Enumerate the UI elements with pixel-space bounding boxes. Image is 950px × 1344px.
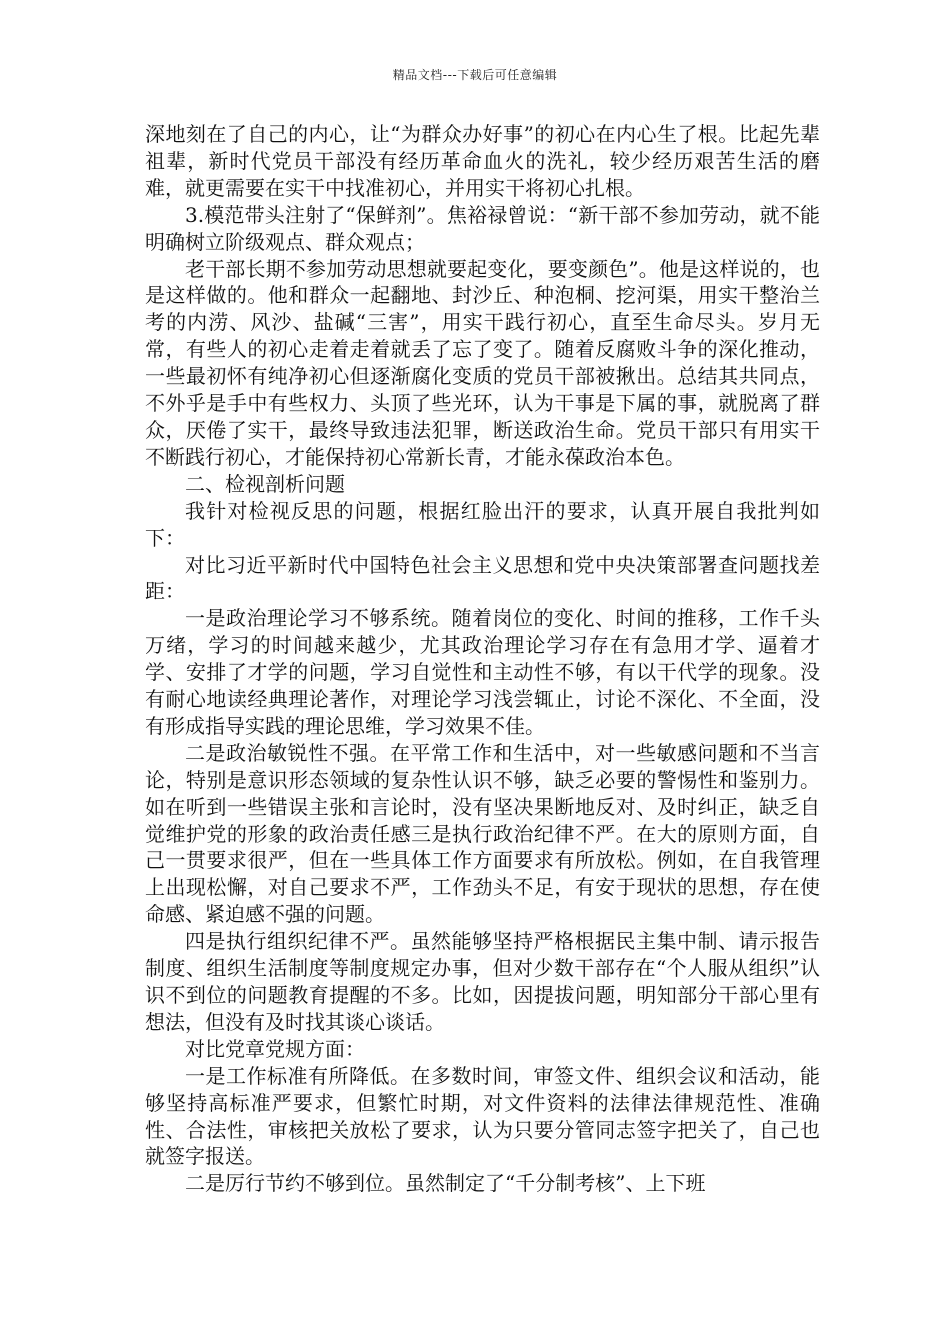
page-header: 精品文档---下载后可任意编辑: [392, 68, 558, 82]
paragraph: 老干部长期不参加劳动思想就要起变化，要变颜色”。他是这样说的，也是这样做的。他和群众一起翻地、封沙丘、种泡桐、挖河渠，用实干整治兰考的内涝、风沙、盐碱“三害”，用实干践行初心，直至生命尽头。岁月无常，有些人的初心走着走着就丢了忘了变了。随着反腐败斗争的深化推动，一些最初怀有纯净初心但逐渐腐化变质的党员干部被揪出。总结其共同点，不外乎是手中有些权力、头顶了些光环，认为干事是下属的事，就脱离了群众，厌倦了实干，最终导致违法犯罪，断送政治生命。党员干部只有用实干不断践行初心，才能保持初心常新长青，才能永葆政治本色。: [145, 256, 820, 469]
paragraph: 二是政治敏锐性不强。在平常工作和生活中，对一些敏感问题和不当言论，特别是意识形态领域的复杂性认识不够，缺乏必要的警惕性和鉴别力。如在听到一些错误主张和言论时，没有坚决果断地反对、及时纠正，缺乏自觉维护党的形象的政治责任感三是执行政治纪律不严。在大的原则方面，自己一贯要求很严，但在一些具体工作方面要求有所放松。例如，在自我管理上出现松懈，对自己要求不严，工作劲头不足，有安于现状的思想，存在使命感、紧迫感不强的问题。: [145, 740, 820, 927]
paragraph: 四是执行组织纪律不严。虽然能够坚持严格根据民主集中制、请示报告制度、组织生活制度等制度规定办事，但对少数干部存在“个人服从组织”认识不到位的问题教育提醒的不多。比如，因提拔问题，明知部分干部心里有想法，但没有及时找其谈心谈话。: [145, 929, 820, 1034]
paragraph: 对比党章党规方面：: [185, 1036, 365, 1061]
paragraph: 二是厉行节约不够到位。虽然制定了“千分制考核”、上下班: [185, 1171, 706, 1196]
paragraph: 一是工作标准有所降低。在多数时间，审签文件、组织会议和活动，能够坚持高标准严要求，但繁忙时期，对文件资料的法律法律规范性、准确性、合法性，审核把关放松了要求，认为只要分管同志签字把关了，自己也就签字报送。: [145, 1063, 820, 1169]
paragraph: 3.模范带头注射了“保鲜剂”。焦裕禄曾说：“新干部不参加劳动，就不能明确树立阶级观点、群众观点；: [145, 202, 820, 254]
paragraph: 我针对检视反思的问题，根据红脸出汗的要求，认真开展自我批判如下：: [145, 498, 820, 550]
paragraph: 对比习近平新时代中国特色社会主义思想和党中央决策部署查问题找差距：: [145, 552, 820, 604]
paragraph: 深地刻在了自己的内心，让“为群众办好事”的初心在内心生了根。比起先辈祖辈，新时代党员干部没有经历革命血火的洗礼，较少经历艰苦生活的磨难，就更需要在实干中找准初心，并用实干将初心扎根。: [145, 122, 820, 200]
paragraph: 一是政治理论学习不够系统。随着岗位的变化、时间的推移，工作千头万绪，学习的时间越来越少，尤其政治理论学习存在有急用才学、逼着才学、安排了才学的问题，学习自觉性和主动性不够，有以干代学的现象。没有耐心地读经典理论著作，对理论学习浅尝辄止，讨论不深化、不全面，没有形成指导实践的理论思维，学习效果不佳。: [145, 606, 820, 738]
document-body: [145, 121, 820, 1197]
section-heading: 二、检视剖析问题: [185, 471, 345, 496]
